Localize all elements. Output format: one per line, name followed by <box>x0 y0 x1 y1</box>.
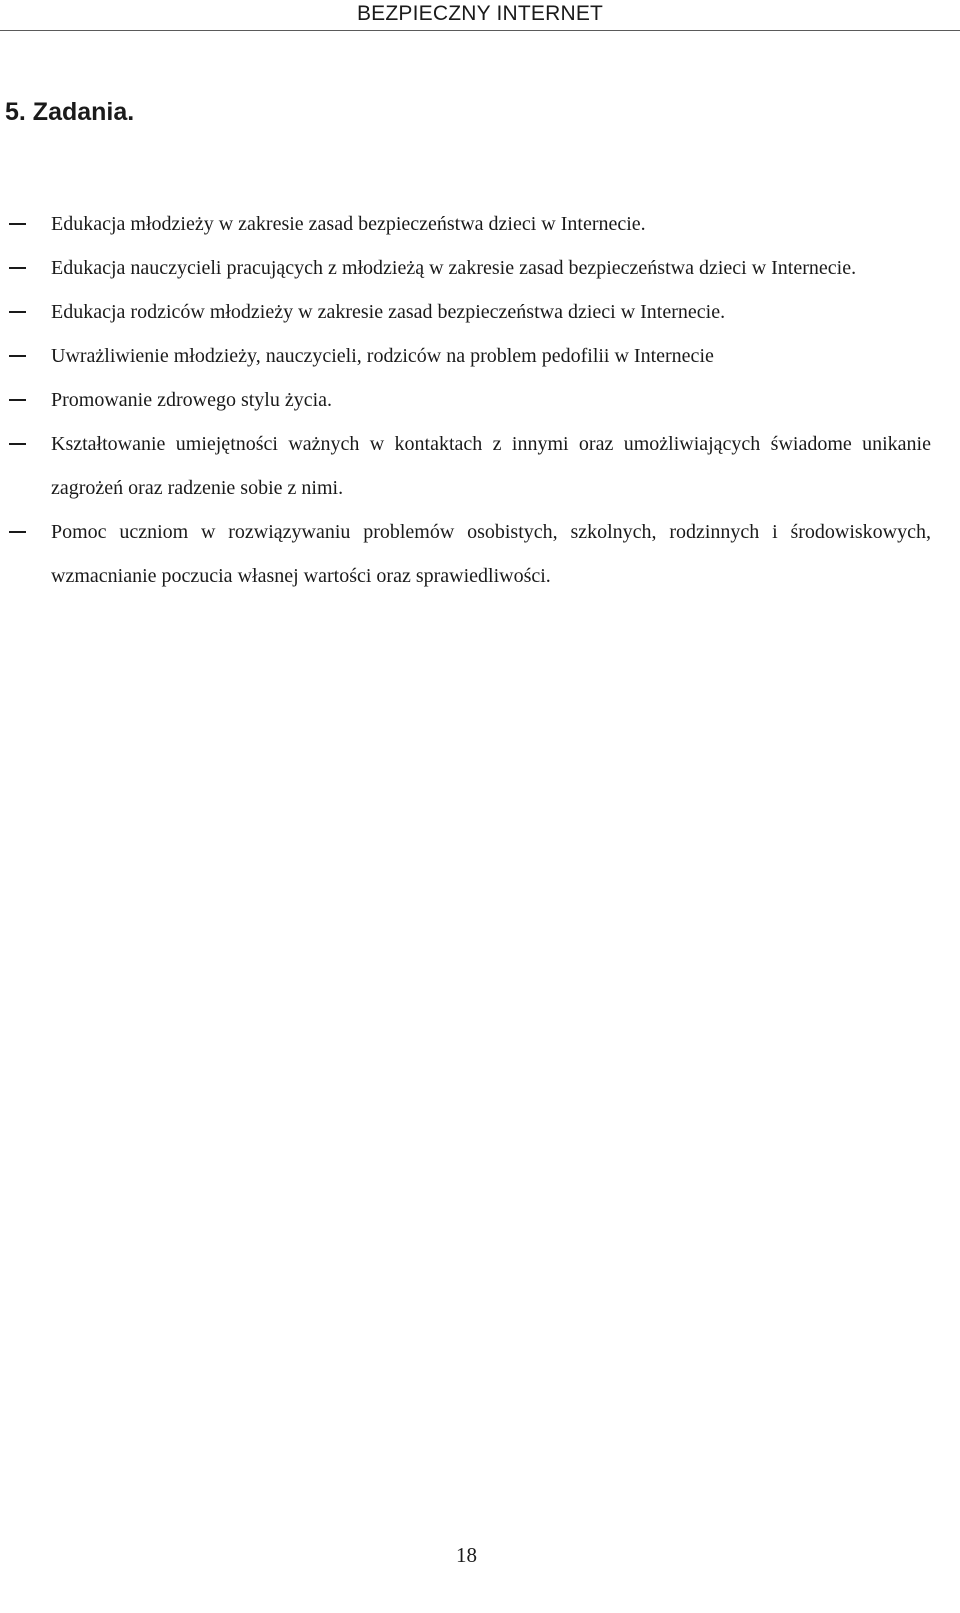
task-item <box>0 510 931 598</box>
dash-bullet-icon <box>9 531 26 533</box>
task-item <box>0 378 931 422</box>
page-number: 18 <box>456 1543 477 1567</box>
task-text: Edukacja rodziców młodzieży w zakresie zasad bezpieczeństwa dzieci w Internecie. <box>51 301 726 323</box>
task-text: Kształtowanie umiejętności ważnych w kontaktach z innymi oraz umożliwiających świadome unikanie zagrożeń oraz radzenie sobie z nimi. <box>51 433 931 499</box>
task-item <box>0 290 931 334</box>
section-title: 5. Zadania. <box>5 98 135 126</box>
task-text: Edukacja nauczycieli pracujących z młodzieżą w zakresie zasad bezpieczeństwa dzieci w Internecie. <box>51 257 857 279</box>
task-item <box>0 202 931 246</box>
task-text: Edukacja młodzieży w zakresie zasad bezpieczeństwa dzieci w Internecie. <box>51 213 646 235</box>
dash-bullet-icon <box>9 267 26 269</box>
task-item <box>0 334 931 378</box>
dash-bullet-icon <box>9 443 26 445</box>
dash-bullet-icon <box>9 223 26 225</box>
task-list <box>0 202 960 598</box>
dash-bullet-icon <box>9 311 26 313</box>
dash-bullet-icon <box>9 399 26 401</box>
task-item <box>0 246 931 290</box>
running-header-title: BEZPIECZNY INTERNET <box>356 2 604 25</box>
task-text: Pomoc uczniom w rozwiązywaniu problemów osobistych, szkolnych, rodzinnych i środowiskowych, wzmacnianie poczucia własnej wartości oraz sprawiedliwości. <box>51 521 931 587</box>
task-item <box>0 422 931 510</box>
running-header <box>0 0 960 31</box>
dash-bullet-icon <box>9 355 26 357</box>
task-text: Uwrażliwienie młodzieży, nauczycieli, rodziców na problem pedofilii w Internecie <box>51 345 714 367</box>
task-text: Promowanie zdrowego stylu życia. <box>51 389 333 411</box>
